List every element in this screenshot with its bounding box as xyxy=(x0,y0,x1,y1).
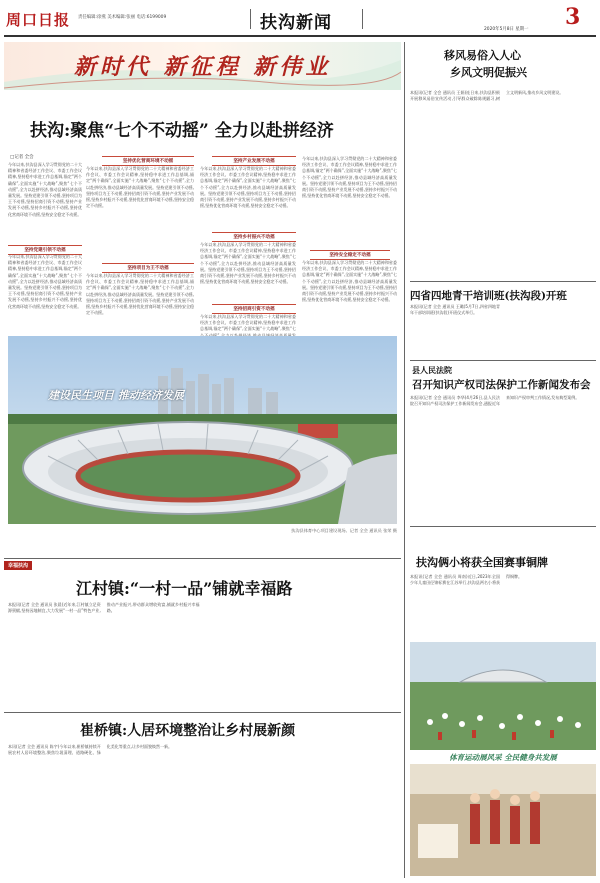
village-body: 本报讯(记者 全会 通讯员 张晨)近年来,江村镇立足资源禀赋,坚持因地制宜,大力发展“一村一品”特色产业,推动产业振兴,带动群众增收致富,铺就乡村振兴幸福路。 xyxy=(8,602,200,614)
lead-body-col3: 今年以来,扶沟县深入学习贯彻党的二十大精神和省委经济工作会议、市委工作会议精神,坚持稳中求进工作总基调,锚定“两个确保”,全面实施“十大战略”,聚焦“七个不动摇”,全力以赴拼经济,推动县域经济高质量发展。坚持党建引领不动摇,坚持项目为王不动摇,坚持招商引资不动摇,坚持产业发展不动摇,坚持乡村振兴不动摇,坚持优化营商环境不动摇,坚持安全稳定不动摇。 xyxy=(200,166,296,209)
cuiqiao-body: 本讯(记者 全会 通讯员 陈宇)今年以来,崔桥镇持续开展农村人居环境整治,聚焦垃圾清理、道路硬化、绿化美化等重点,让乡村面貌焕然一新。 xyxy=(8,744,173,756)
column-divider xyxy=(404,42,405,878)
section-tag: 幸福扶沟 xyxy=(4,561,32,570)
sport-photo xyxy=(410,642,596,750)
lead-photo xyxy=(8,336,397,524)
lead-subhead-6: 坚持优化营商环境不动摇 xyxy=(102,156,194,166)
lead-photo-caption: 扶沟县体育中心项目建设现场。记者 全会 通讯员 张荣 摄 xyxy=(291,528,397,533)
sport-body: 本报讯(记者 全会 通讯员 周南)近日,2023年全国少年儿童田径锦标赛在江苏举行,扶沟县两名小将获得铜牌。 xyxy=(410,574,522,586)
page-info: 责任编辑:徐燕 美术编辑:张丽 电话:6199009 xyxy=(78,15,167,20)
sport-headline: 扶沟俩小将获全国赛事铜牌 xyxy=(416,556,548,569)
kids-illustration xyxy=(410,764,596,876)
lead-subhead-7: 坚持安全稳定不动摇 xyxy=(310,250,390,260)
customs-article xyxy=(410,42,596,277)
photo-overlay-caption: 建设民生项目 推动经济发展 xyxy=(48,389,184,402)
lead-body-col1b: 今年以来,扶沟县深入学习贯彻党的二十大精神和省委经济工作会议、市委工作会议精神,坚持稳中求进工作总基调,锚定“两个确保”,全面实施“十大战略”,聚焦“七个不动摇”,全力以赴拼经济,推动县域经济高质量发展。坚持党建引领不动摇,坚持项目为王不动摇,坚持招商引资不动摇,坚持产业发展不动摇,坚持乡村振兴不动摇,坚持优化营商环境不动摇,坚持安全稳定不动摇。 xyxy=(8,254,82,309)
masthead-divider-left xyxy=(250,9,251,29)
newspaper-logo: 周口日报 xyxy=(6,11,71,29)
divider-band-mid xyxy=(4,712,401,713)
lead-body-col2: 今年以来,扶沟县深入学习贯彻党的二十大精神和省委经济工作会议、市委工作会议精神,坚持稳中求进工作总基调,锚定“两个确保”,全面实施“十大战略”,聚焦“七个不动摇”,全力以赴拼经济,推动县域经济高质量发展。坚持党建引领不动摇,坚持项目为王不动摇,坚持招商引资不动摇,坚持产业发展不动摇,坚持乡村振兴不动摇,坚持优化营商环境不动摇,坚持安全稳定不动摇。 xyxy=(86,166,194,209)
lead-subhead-5: 坚持乡村振兴不动摇 xyxy=(212,232,296,242)
training-article xyxy=(410,284,596,348)
court-article xyxy=(410,363,596,523)
sports-field-illustration xyxy=(410,642,596,750)
lead-subhead-3: 坚持招商引资不动摇 xyxy=(212,304,296,314)
sport-photo-caption: 体育运动展风采 全民健身共发展 xyxy=(449,753,557,762)
lead-byline: □记者 全会 xyxy=(10,155,34,160)
court-kicker: 县人民法院 xyxy=(412,365,452,375)
lead-body-col3c: 今年以来,扶沟县深入学习贯彻党的二十大精神和省委经济工作会议、市委工作会议精神,坚持稳中求进工作总基调,锚定“两个确保”,全面实施“十大战略”,聚焦“七 xyxy=(200,314,296,332)
cuiqiao-headline: 崔桥镇:人居环境整治让乡村展新颜 xyxy=(80,723,296,739)
lead-headline: 扶沟:聚焦“七个不动摇” 全力以赴拼经济 xyxy=(30,121,334,141)
sport-photo-2 xyxy=(410,764,596,876)
slogan-banner xyxy=(4,42,401,90)
stadium-illustration xyxy=(8,336,397,524)
lead-body-col4b: 今年以来,扶沟县深入学习贯彻党的二十大精神和省委经济工作会议、市委工作会议精神,坚持稳中求进工作总基调,锚定“两个确保”,全面实施“十大战略”,聚焦“七个不动摇”,全力以赴拼经济,推动县域经济高质量发展。坚持党建引领不动摇,坚持项目为王不动摇,坚持招商引资不动摇,坚持产业发展不动摇,坚持乡村振兴不动摇,坚持优化营商环境不动摇,坚持安全稳定不动摇。 xyxy=(302,260,397,303)
lead-body-col1: 今年以来,扶沟县深入学习贯彻党的二十大精神和省委经济工作会议、市委工作会议精神,坚持稳中求进工作总基调,锚定“两个确保”,全面实施“十大战略”,聚焦“七个不动摇”,全力以赴拼经济,推动县域经济高质量发展。坚持党建引领不动摇,坚持项目为王不动摇,坚持招商引资不动摇,坚持产业发展不动摇,坚持乡村振兴不动摇,坚持优化营商环境不动摇,坚持安全稳定不动摇。 xyxy=(8,162,82,217)
section-title: 扶沟新闻 xyxy=(260,13,332,33)
lead-article xyxy=(4,92,401,554)
training-headline: 四省四地青干培训班(扶沟段)开班 xyxy=(410,290,567,302)
customs-headline-1: 移风易俗入人心 xyxy=(444,49,521,62)
lead-body-col2b: 今年以来,扶沟县深入学习贯彻党的二十大精神和省委经济工作会议、市委工作会议精神,坚持稳中求进工作总基调,锚定“两个确保”,全面实施“十大战略”,聚焦“七个不动摇”,全力以赴拼经济,推动县域经济高质量发展。坚持党建引领不动摇,坚持项目为王不动摇,坚持招商引资不动摇,坚持产业发展不动摇,坚持乡村振兴不动摇,坚持优化营商环境不动摇,坚持安全稳定不动摇。 xyxy=(86,273,194,316)
court-headline: 召开知识产权司法保护工作新闻发布会 xyxy=(412,379,591,391)
divider-right-3 xyxy=(410,526,596,527)
cuiqiao-article xyxy=(4,714,401,878)
lead-subhead-1: 坚持党建引领不动摇 xyxy=(8,245,82,255)
lead-subhead-4: 坚持产业发展不动摇 xyxy=(212,156,296,166)
village-headline: 江村镇:“一村一品”铺就幸福路 xyxy=(76,579,293,598)
divider-band-top xyxy=(4,558,401,559)
issue-date: 2020年5月8日 星期一 xyxy=(484,27,529,32)
sport-article xyxy=(410,530,596,878)
lead-subhead-2: 坚持项目为王不动摇 xyxy=(102,263,194,273)
divider-right-1 xyxy=(410,281,596,282)
masthead-rule xyxy=(4,35,596,37)
masthead xyxy=(0,0,600,38)
village-article xyxy=(4,570,401,710)
masthead-divider-right xyxy=(362,9,363,29)
lead-body-col3b: 今年以来,扶沟县深入学习贯彻党的二十大精神和省委经济工作会议、市委工作会议精神,坚持稳中求进工作总基调,锚定“两个确保”,全面实施“十大战略”,聚焦“七个不动摇”,全力以赴拼经济,推动县域经济高质量发展。坚持党建引领不动摇,坚持项目为王不动摇,坚持招商引资不动摇,坚持产业发展不动摇,坚持乡村振兴不动摇,坚持优化营商环境不动摇,坚持安全稳定不动摇。 xyxy=(200,242,296,285)
page-number: 3 xyxy=(565,4,581,30)
banner-slogan: 新时代 新征程 新伟业 xyxy=(74,54,332,80)
court-body: 本报讯(记者 全会 通讯员 李华)4月26日,县人民法院召开知识产权司法保护工作新闻发布会,通报近年来知识产权审判工作情况,发布典型案例。 xyxy=(410,395,580,407)
customs-headline-2: 乡风文明促振兴 xyxy=(450,66,527,79)
lead-body-col4: 今年以来,扶沟县深入学习贯彻党的二十大精神和省委经济工作会议、市委工作会议精神,坚持稳中求进工作总基调,锚定“两个确保”,全面实施“十大战略”,聚焦“七个不动摇”,全力以赴拼经济,推动县域经济高质量发展。坚持党建引领不动摇,坚持项目为王不动摇,坚持招商引资不动摇,坚持产业发展不动摇,坚持乡村振兴不动摇,坚持优化营商环境不动摇,坚持安全稳定不动摇。 xyxy=(302,156,397,199)
training-body: 本报讯(记者 全会 通讯员 王璐)5月7日,四省四地青年干部培训班(扶沟段)开班仪式举行。 xyxy=(410,304,500,316)
divider-right-2 xyxy=(410,360,596,361)
customs-body: 本报讯(记者 全会 通讯员 王娟)连日来,扶沟县积极开展移风易俗宣传活动,引导群众破除陈规陋习,树立文明新风,推动乡风文明建设。 xyxy=(410,90,564,102)
